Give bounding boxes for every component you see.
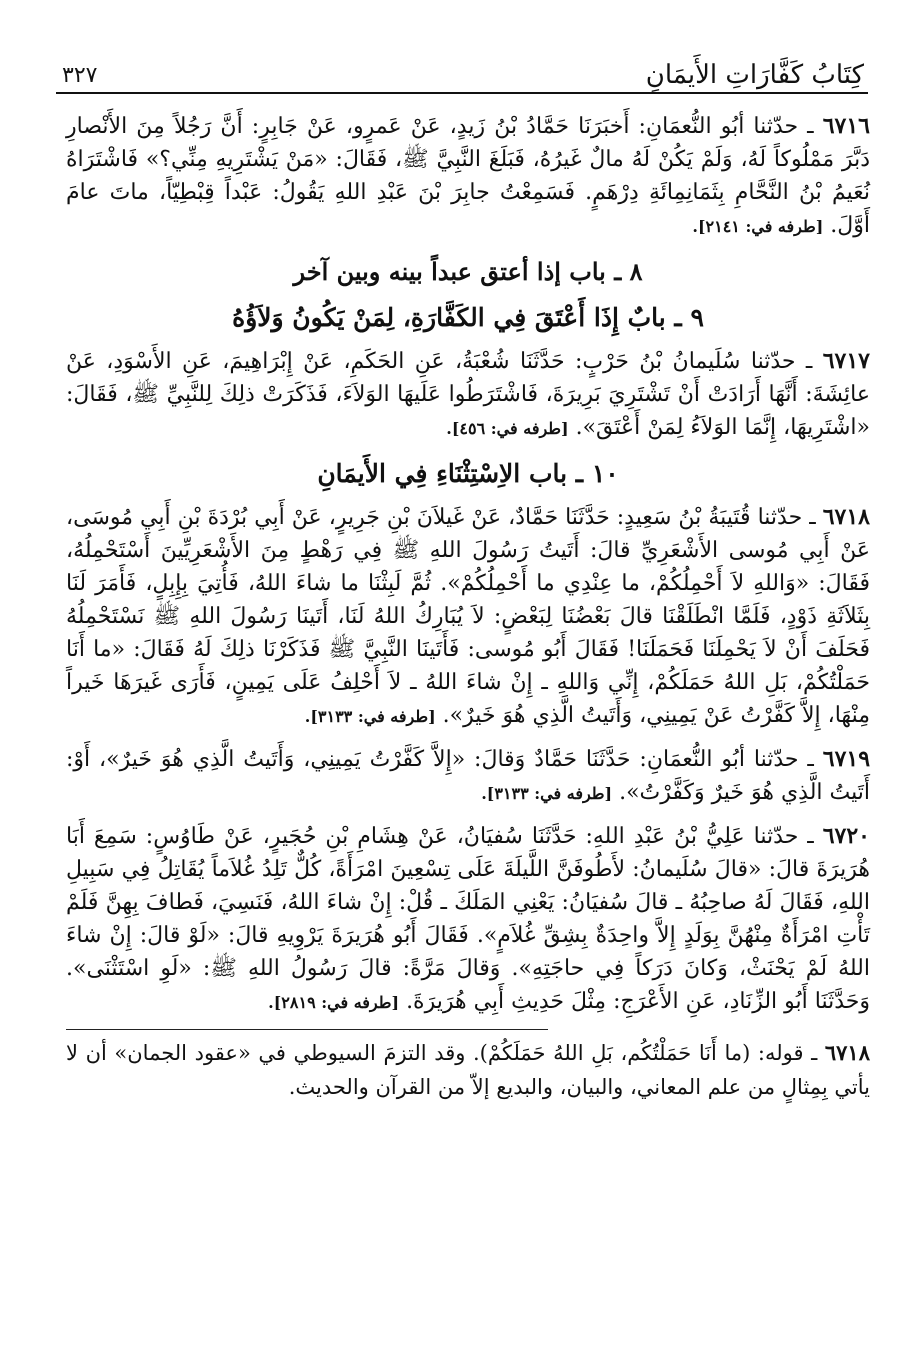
hadith-number: ٦٧١٩: [822, 746, 871, 772]
hadith-6718: [66, 501, 870, 733]
footnote: [66, 1036, 870, 1104]
cross-reference: [طرفه في: ٢١٤١].: [692, 217, 824, 236]
footnote-text: ـ قوله: (ما أَنَا حَمَلْتُكُم، بَلِ اللهُ حَمَلَكُمْ). وقد التزمَ السيوطي في «عقود الجمان» أن لا يأتي بِمِثالٍ من علم المعاني، والبيان، والبديع إلاّ من القرآن والحديث.: [66, 1041, 870, 1099]
footnote-number: ٦٧١٨: [824, 1040, 870, 1065]
cross-reference: [طرفه في: ٣١٣٣].: [481, 784, 613, 803]
page-body: [66, 110, 870, 1104]
hadith-6719: [66, 743, 870, 810]
footnote-divider: [66, 1029, 548, 1030]
hadith-6716: [66, 110, 870, 243]
cross-reference: [طرفه في: ٤٥٦].: [446, 419, 569, 438]
page-number: ٣٢٧: [62, 63, 98, 88]
hadith-number: ٦٧٢٠: [822, 823, 870, 849]
hadith-text: ـ حدّثنا أبُو النُّعمَانِ: حَدَّثَنَا حَمَّادٌ وَقالَ: «إِلاَّ كَفَّرْتُ يَمِينِي، وَأَتَيتُ الَّذِي هُوَ خَيرٌ»، أَوْ: أَتَيتُ الَّذِي هُوَ خَيرٌ وَكَفَّرْتُ».: [66, 747, 870, 805]
section-heading-9: ٩ ـ بابٌ إِذَا أَعْتَقَ فِي الكَفَّارَةِ، لِمَنْ يَكُونُ وَلاَؤُهُ: [232, 303, 704, 332]
cross-reference: [طرفه في: ٣١٣٣].: [304, 707, 436, 726]
hadith-text: ـ حدّثنا عَلِيُّ بْنُ عَبْدِ اللهِ: حَدَّثَنَا سُفيَانُ، عَنْ هِشَامِ بْنِ حُجَيرٍ، عَنْ طَاوُسٍ: سَمِعَ أَبَا هُرَيرَةَ قالَ: «قالَ سُلَيمانُ: لأَطُوفَنَّ اللَّيلَةَ عَلَى تِسْعِينَ امْرَأَةً، كُلٌّ تَلِدُ غُلاَماً يُقَاتِلُ فِي سَبِيلِ اللهِ، فَقَالَ لَهُ صاحِبُهُ ـ قالَ سُفيَانُ: يَعْنِي المَلَكَ ـ قُلْ: إِنْ شاءَ اللهُ، فَنَسِيَ، فَطافَ بِهِنَّ فَلَمْ تَأْتِ امْرَأَةٌ مِنْهُنَّ بِوَلَدٍ إِلاَّ واحِدَةٌ بِشِقِّ غُلاَمٍ». فَقَالَ أَبُو هُرَيرَةَ يَرْوِيهِ قالَ: «لَوْ قالَ: إِنْ شاءَ اللهُ لَمْ يَحْنَثْ، وَكانَ دَرَكاً فِي حاجَتِهِ». وَقالَ مَرَّةً: قالَ رَسُولُ اللهِ ﷺ: «لَوِ اسْتَثْنَى». وَحَدَّثَنَا أَبُو الزِّنَادِ، عَنِ الأَعْرَجِ: مِثْلَ حَدِيثِ أَبِي هُرَيرَةَ.: [66, 824, 871, 1014]
section-heading-10: ١٠ ـ باب الاِسْتِثْنَاءِ فِي الأَيمَانِ: [317, 459, 619, 488]
hadith-number: ٦٧١٦: [822, 113, 870, 139]
hadith-number: ٦٧١٨: [822, 504, 870, 530]
hadith-text: ـ حدّثنا قُتَيبَةُ بْنُ سَعِيدٍ: حَدَّثَنَا حَمَّادٌ، عَنْ غَيلاَنَ بْنِ جَرِيرٍ، عَنْ أَبِي بُرْدَةَ بْنِ أَبِي مُوسَى، عَنْ أَبِي مُوسى الأَشْعَرِيِّ قالَ: أَتَيتُ رَسُولَ اللهِ ﷺ فِي رَهْطٍ مِنَ الأَشْعَرِيِّينَ أَسْتَحْمِلُهُ، فَقَالَ: «وَاللهِ لاَ أَحْمِلُكُمْ، ما عِنْدِي ما أَحْمِلُكُمْ». ثُمَّ لَبِثْنَا ما شاءَ اللهُ، فَأُتِيَ بِإِبِلٍ، فَأَمَرَ لَنَا بِثَلاَثَةِ ذَوْدٍ، فَلَمَّا انْطَلَقْنَا قالَ بَعْضُنَا لِبَعْضٍ: لاَ يُبَارِكُ اللهُ لَنَا، أَتَينَا رَسُولَ اللهِ ﷺ نَسْتَحْمِلُهُ فَحَلَفَ أَنْ لاَ يَحْمِلَنَا فَحَمَلَنَا! فَقَالَ أَبُو مُوسى: فَأَتَينَا النَّبِيَّ ﷺ فَذَكَرْنَا ذلِكَ لَهُ فَقَالَ: «ما أَنَا حَمَلْتُكُمْ، بَلِ اللهُ حَمَلَكُمْ، إِنِّي وَاللهِ ـ إِنْ شاءَ اللهُ ـ لاَ أَحْلِفُ عَلَى يَمِينٍ، فَأَرَى غَيرَهَا خَيراً مِنْهَا، إِلاَّ كَفَّرْتُ عَنْ يَمِينِي، وَأَتَيتُ الَّذِي هُوَ خَيرٌ».: [66, 505, 870, 728]
hadith-text: ـ حدّثنا أبُو النُّعمَانِ: أَخبَرَنَا حَمَّادُ بْنُ زَيدٍ، عَنْ عَمرٍو، عَنْ جَابِرٍ: أَنَّ رَجُلاً مِنَ الأَنْصارِ دَبَّرَ مَمْلُوكاً لَهُ، وَلَمْ يَكُنْ لَهُ مالٌ غَيرُهُ، فَبَلَغَ النَّبِيَّ ﷺ، فَقَالَ: «مَنْ يَشْتَرِيهِ مِنِّي؟» فَاشْتَرَاهُ نُعَيمُ بْنُ النَّحَّامِ بِثَمَانِمِائَةِ دِرْهَمٍ. فَسَمِعْتُ جابِرَ بْنَ عَبْدِ اللهِ يَقُولُ: عَبْداً قِبْطِيّاً، ماتَ عامَ أَوَّلَ.: [66, 114, 870, 238]
hadith-text: ـ حدّثنا سُلَيمانُ بْنُ حَرْبٍ: حَدَّثَنَا شُعْبَةُ، عَنِ الحَكَمِ، عَنْ إِبْرَاهِيمَ، عَنِ الأَسْوَدِ، عَنْ عائِشَةَ: أَنَّهَا أَرَادَتْ أَنْ تَشْتَرِيَ بَرِيرَةَ، فَاشْتَرَطُوا عَلَيهَا الوَلاَءَ، فَذَكَرَتْ ذلِكَ لِلنَّبِيِّ ﷺ، فَقَالَ: «اشْتَرِيهَا، إِنَّمَا الوَلاَءُ لِمَنْ أَعْتَقَ».: [66, 349, 870, 440]
running-header: [56, 52, 868, 94]
section-heading-8: ٨ ـ باب إذا أعتق عبداً بينه وبين آخر: [293, 257, 643, 286]
hadith-6717: [66, 345, 870, 445]
chapter-title: كِتَابُ كَفَّارَاتِ الأَيمَانِ: [645, 60, 864, 90]
cross-reference: [طرفه في: ٢٨١٩].: [268, 993, 400, 1012]
hadith-6720: [66, 820, 870, 1019]
hadith-number: ٦٧١٧: [822, 348, 870, 374]
